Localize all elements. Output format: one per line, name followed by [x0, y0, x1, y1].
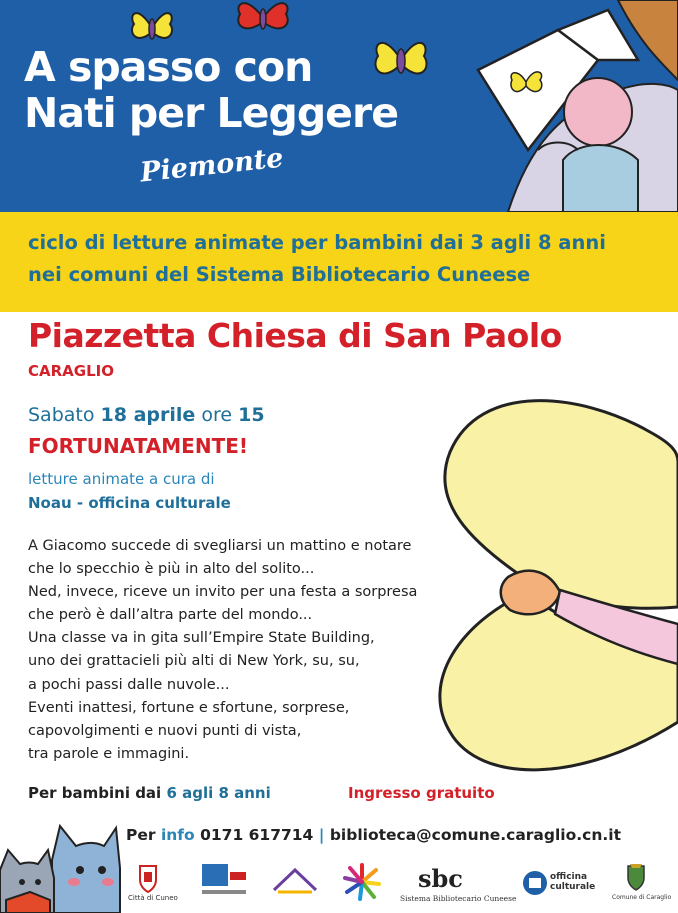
- company-name: Noau - officina culturale: [28, 494, 231, 512]
- contact-info-label: info: [160, 826, 195, 844]
- series-line-2: nei comuni del Sistema Bibliotecario Cuneese: [28, 263, 531, 286]
- contact-info: [126, 826, 621, 844]
- email-link[interactable]: biblioteca@comune.caraglio.cn.it: [329, 826, 621, 844]
- caraglio-crest-icon: [616, 862, 656, 892]
- description-line: A Giacomo succede di svegliarsi un mattino e notare: [28, 538, 412, 554]
- title-line-2: Nati per Leggere: [24, 89, 399, 137]
- library-logo-icon: [200, 862, 250, 902]
- logo-caraglio-label: Comune di Caraglio: [612, 894, 672, 901]
- town-label: CARAGLIO: [28, 362, 114, 380]
- curated-by-label: letture animate a cura di: [28, 470, 215, 488]
- logo-library-cuneo: [200, 862, 250, 906]
- header-banner: [0, 0, 678, 212]
- partner-logos: [128, 862, 672, 908]
- title-script: Piemonte: [138, 142, 285, 189]
- show-title: FORTUNATAMENTE!: [28, 434, 249, 458]
- biblioteca-logo-icon: [268, 862, 322, 902]
- age-prefix: Per bambini dai: [28, 784, 162, 802]
- description-line: a pochi passi dalle nuvole...: [28, 676, 230, 693]
- time-label: ore: [201, 404, 233, 426]
- free-entry-label: Ingresso gratuito: [348, 784, 495, 802]
- description-line: uno dei grattacieli più alti di New York, su, su,: [28, 653, 360, 670]
- event-description: [28, 535, 468, 766]
- logo-officina: [522, 862, 594, 906]
- contact-prefix: Per: [126, 826, 156, 844]
- description-line: Una classe va in gita sull’Empire State Building,: [28, 630, 375, 647]
- colorful-star-icon: [342, 862, 382, 902]
- day-label: Sabato: [28, 404, 95, 426]
- series-band: [0, 212, 678, 312]
- description-line: tra parole e immagini.: [28, 745, 190, 762]
- logo-biblioteca: [268, 862, 322, 906]
- description-line: che lo specchio è più in alto del solito...: [28, 561, 315, 578]
- description-line: Ned, invece, riceve un invito per una festa a sorpresa: [28, 584, 418, 601]
- description-line: che però è dall’altra parte del mondo...: [28, 607, 313, 624]
- page-title: [24, 44, 398, 136]
- age-range-info: [28, 784, 271, 802]
- event-date: 18 aprile: [100, 404, 196, 426]
- logo-caraglio: [612, 862, 672, 906]
- logo-cuneo-label: Città di Cuneo: [128, 894, 178, 902]
- butterfly-red-icon: [232, 0, 294, 40]
- logo-star: [342, 862, 382, 906]
- series-line-1: ciclo di letture animate per bambini dai 3 agli 8 anni: [28, 231, 606, 254]
- logo-sbc-abbr: sbc: [418, 864, 463, 893]
- logo-officina-label: officina culturale: [550, 872, 596, 892]
- event-time: 15: [238, 404, 265, 426]
- cats-illustration: [0, 820, 124, 913]
- title-line-1: A spasso con: [24, 43, 313, 91]
- event-datetime: [28, 404, 265, 426]
- description-line: Eventi inattesi, fortune e sfortune, sorprese,: [28, 699, 350, 716]
- logo-sbc-label: Sistema Bibliotecario Cuneese: [400, 894, 517, 903]
- logo-sbc: [400, 862, 517, 906]
- reading-child-illustration: [468, 0, 678, 212]
- crest-icon: [128, 862, 168, 894]
- contact-separator: |: [318, 826, 325, 844]
- phone-number[interactable]: 0171 617714: [200, 826, 314, 844]
- officina-logo-icon: [522, 870, 548, 896]
- logo-cuneo: [128, 862, 178, 906]
- venue-title: Piazzetta Chiesa di San Paolo: [28, 316, 562, 355]
- age-range: 6 agli 8 anni: [166, 784, 271, 802]
- description-line: capovolgimenti e nuovi punti di vista,: [28, 722, 302, 739]
